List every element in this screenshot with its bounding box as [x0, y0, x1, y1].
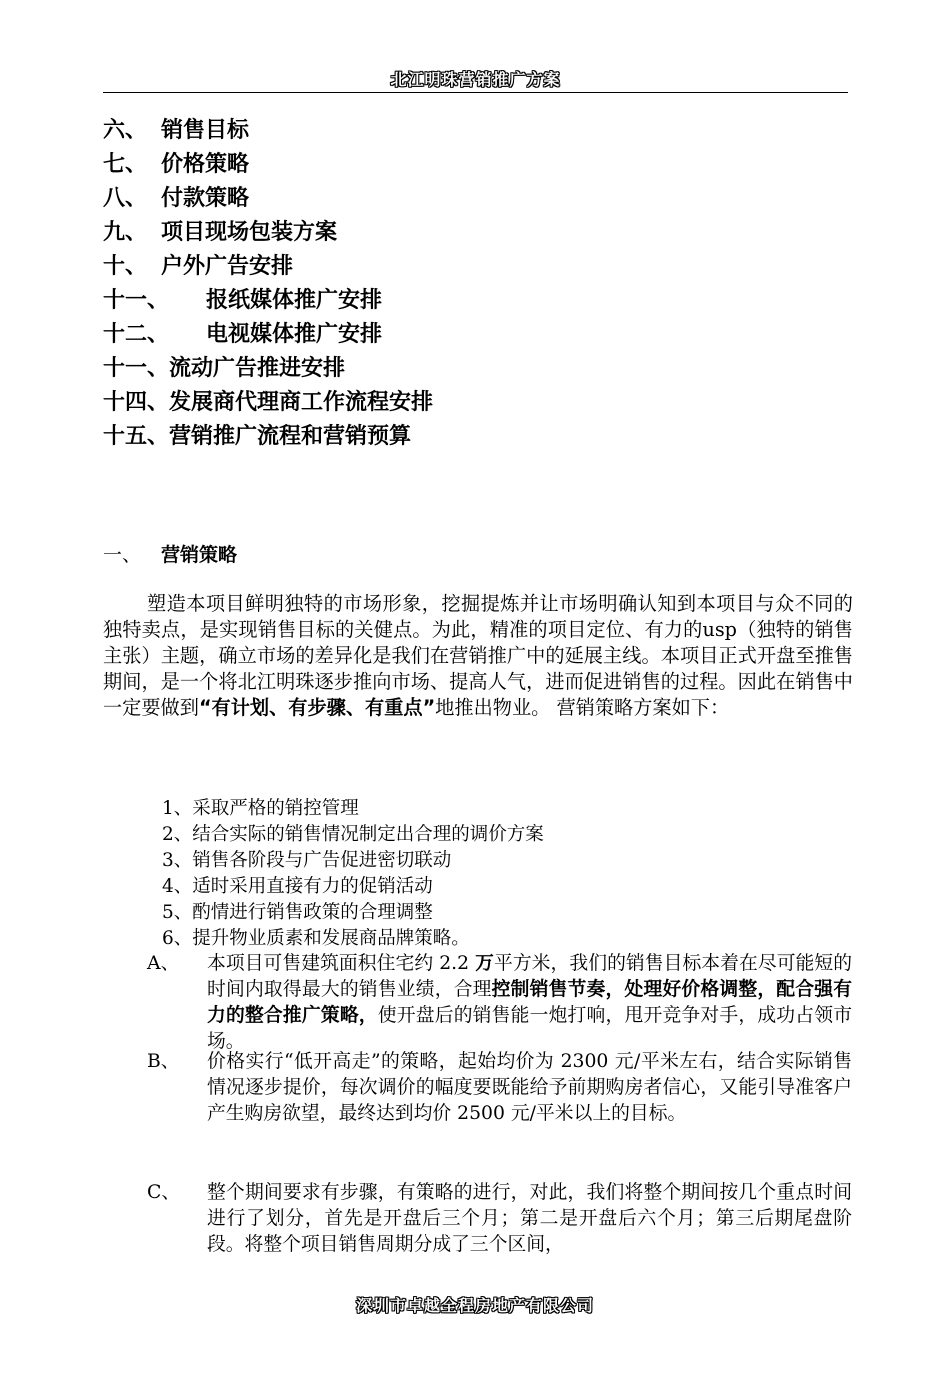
- toc-item: [103, 114, 848, 148]
- toc-item: [103, 318, 848, 352]
- toc-number: 十五、: [103, 424, 170, 449]
- toc-item: [103, 420, 848, 454]
- toc-text: 发展商代理商工作流程安排: [169, 390, 434, 415]
- list-item: 3、销售各阶段与广告促进密切联动: [162, 850, 452, 871]
- item-label: C、: [147, 1182, 181, 1203]
- toc-text: 报纸媒体推广安排: [206, 288, 383, 313]
- toc-number: 十一、: [103, 356, 170, 381]
- toc-number: 十、: [103, 254, 148, 279]
- toc-text: 流动广告推进安排: [169, 356, 346, 381]
- list-item: 5、酌情进行销售政策的合理调整: [162, 902, 433, 923]
- item-label: A、: [147, 953, 180, 974]
- toc-number: 十一、: [103, 288, 170, 313]
- toc-text: 电视媒体推广安排: [206, 322, 383, 347]
- toc-text: 项目现场包装方案: [161, 220, 338, 245]
- list-item: 6、提升物业质素和发展商品牌策略。: [162, 928, 470, 949]
- item-a: [147, 951, 852, 1055]
- toc-item: [103, 216, 848, 250]
- item-a-bold-1: 万: [475, 953, 494, 974]
- item-a-text-1: 本项目可售建筑面积住宅约 2.2: [207, 953, 476, 974]
- toc-number: 七、: [103, 152, 148, 177]
- toc-text: 价格策略: [161, 152, 250, 177]
- intro-emphasis: “有计划、有步骤、有重点”: [198, 696, 436, 719]
- toc-number: 九、: [103, 220, 148, 245]
- section-heading: [103, 540, 237, 567]
- intro-text: 塑造本项目鲜明独特的市场形象，挖掘提炼并让市场明确认知到本项目与众不同的独特卖点，是实现销售目标的关健点。为此，精准的项目定位、有力的usp（独特的销售主张）主题，确立市场的差异化是我们在营销推广中的延展主线。本项目正式开盘至推售期间，是一个将北江明珠逐步推向市场、提高人气，进而促进销售的过程。因此在销售中一定要做到: [103, 592, 853, 719]
- toc-text: 销售目标: [161, 118, 250, 143]
- item-text: 整个期间要求有步骤，有策略的进行，对此，我们将整个期间按几个重点时间进行了划分，首先是开盘后三个月；第二是开盘后六个月；第三后期尾盘阶段。将整个项目销售周期分成了三个区间，: [207, 1182, 852, 1255]
- toc-item: [103, 352, 848, 386]
- footer-company: 深圳市卓越全程房地产有限公司: [355, 1296, 594, 1315]
- list-item: 1、采取严格的销控管理: [162, 798, 359, 819]
- table-of-contents: [103, 114, 848, 454]
- toc-item: [103, 250, 848, 284]
- intro-text-end: 地推出物业。 营销策略方案如下：: [435, 696, 730, 719]
- header-title: 北江明珠营销推广方案: [390, 70, 561, 89]
- page-footer: [0, 1293, 950, 1316]
- toc-text: 营销推广流程和营销预算: [169, 424, 412, 449]
- section-number: 一、: [103, 544, 142, 566]
- list-item: 4、适时采用直接有力的促销活动: [162, 876, 433, 897]
- item-text: [207, 951, 852, 1055]
- toc-item: [103, 386, 848, 420]
- item-a-bold-2: 控制销售节奏，处理好价格调整，配合强有力的整合推广策略，: [207, 979, 853, 1026]
- toc-text: 付款策略: [161, 186, 250, 211]
- item-c: [147, 1180, 852, 1258]
- toc-item: [103, 148, 848, 182]
- toc-number: 六、: [103, 118, 148, 143]
- toc-number: 八、: [103, 186, 148, 211]
- toc-item: [103, 182, 848, 216]
- item-b: [147, 1049, 852, 1127]
- item-label: B、: [147, 1051, 180, 1072]
- item-a-text-3: 使开盘后的销售能一炮打响，甩开竞争对手，成功占领市场。: [207, 1005, 853, 1052]
- toc-number: 十二、: [103, 322, 170, 347]
- item-text: 价格实行“低开高走”的策略，起始均价为 2300 元/平米左右，结合实际销售情况逐步提价，每次调价的幅度要既能给予前期购房者信心，又能引导准客户产生购房欲望，最终达到均价 2500 元/平米以上的目标。: [207, 1051, 852, 1124]
- intro-paragraph: [103, 591, 853, 721]
- item-a-text-2: 平方米，我们的销售目标本着在尽可能短的时间内取得最大的销售业绩，合理: [207, 953, 853, 1000]
- page-header: [103, 66, 848, 93]
- toc-item: [103, 284, 848, 318]
- toc-number: 十四、: [103, 390, 170, 415]
- toc-text: 户外广告安排: [161, 254, 294, 279]
- section-title: 营销策略: [161, 544, 238, 566]
- strategy-list: [162, 796, 544, 952]
- list-item: 2、结合实际的销售情况制定出合理的调价方案: [162, 824, 544, 845]
